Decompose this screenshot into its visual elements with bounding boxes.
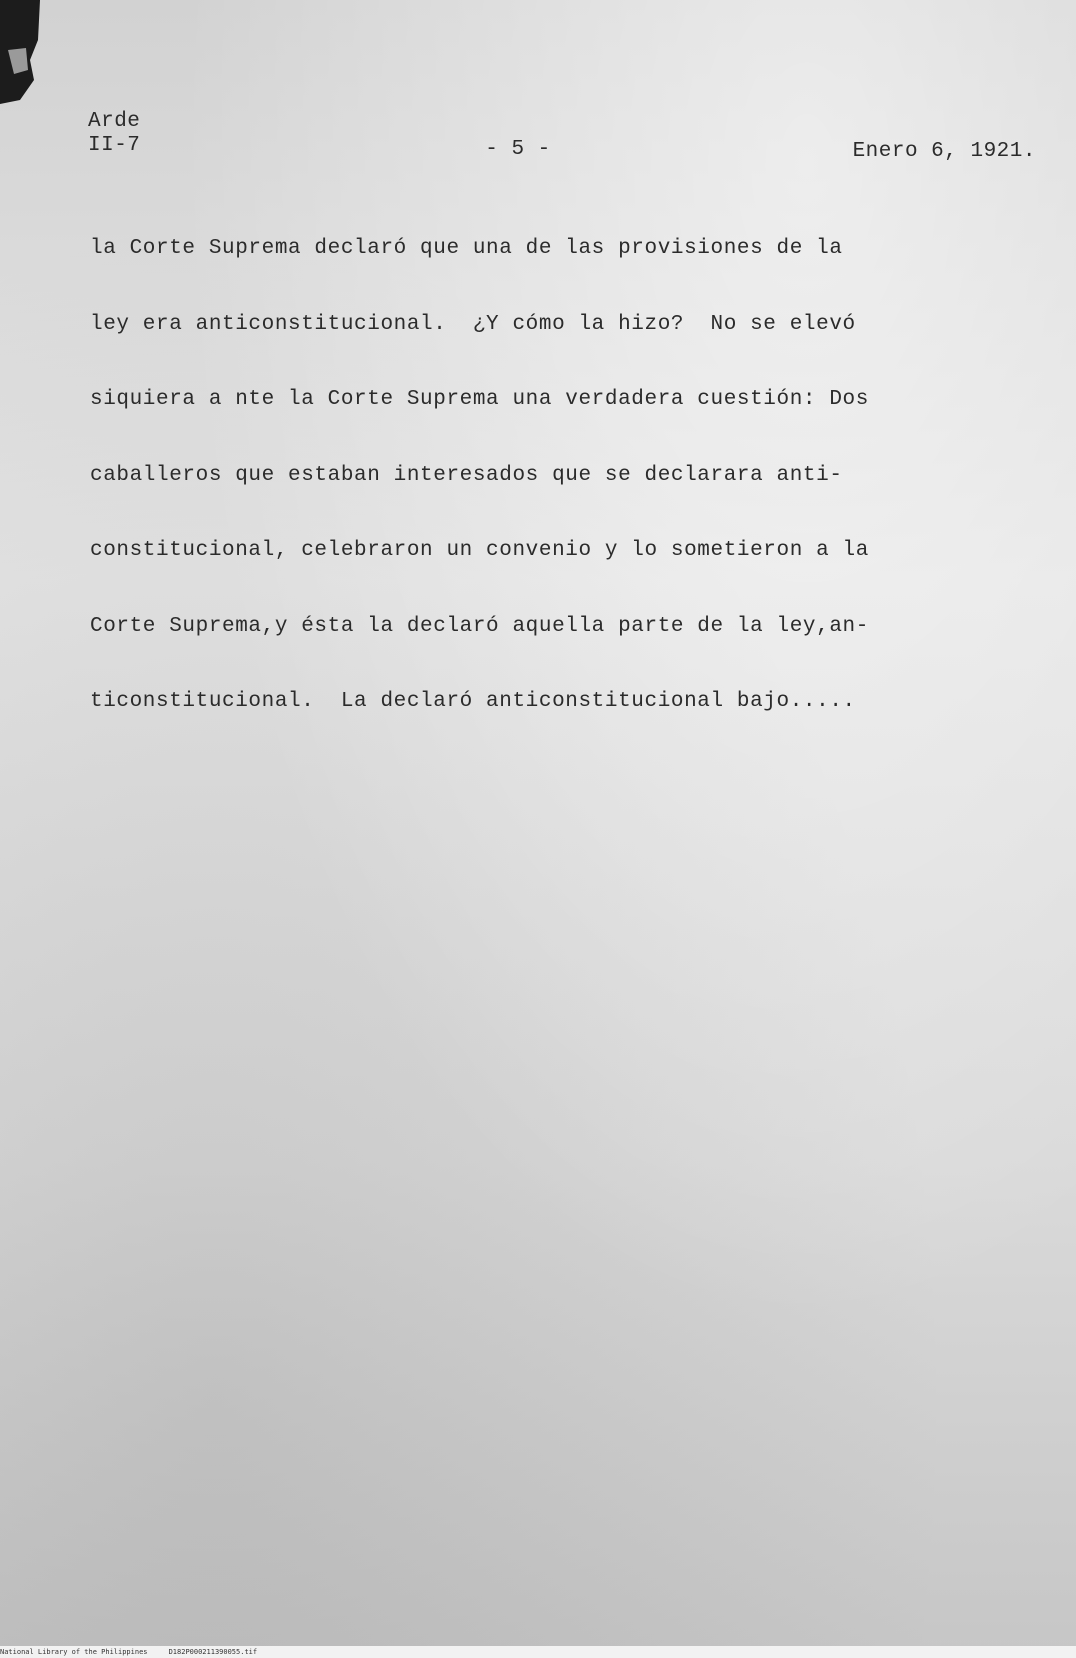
reference-block (88, 110, 140, 158)
body-text (90, 236, 1030, 765)
footer-file: D182P000211390055.tif (168, 1648, 258, 1656)
text-line: constitucional, celebraron un convenio y lo sometieron a la (90, 539, 869, 562)
text-line: ley era anticonstitucional. ¿Y cómo la hizo? No se elevó (90, 312, 856, 336)
scan-footer (0, 1646, 1076, 1658)
text-line: Corte Suprema,y ésta la declaró aquella parte de la ley,an- (90, 614, 869, 638)
text-line: la Corte Suprema declaró que una de las provisiones de la (90, 237, 843, 260)
reference-line-2: II-7 (88, 134, 141, 157)
reference-line-1: Arde (88, 110, 141, 133)
footer-library: National Library of the Philippines (0, 1648, 148, 1656)
page-header (88, 110, 1038, 170)
document-date: Enero 6, 1921. (852, 140, 1036, 163)
text-line: siquiera a nte la Corte Suprema una verdadera cuestión: Dos (90, 388, 869, 411)
binding-edge-mark (0, 0, 44, 110)
page-number: - 5 - (485, 138, 551, 161)
text-line: caballeros que estaban interesados que se declarara anti- (90, 463, 843, 487)
text-line: ticonstitucional. La declaró anticonstitucional bajo..... (90, 690, 856, 713)
